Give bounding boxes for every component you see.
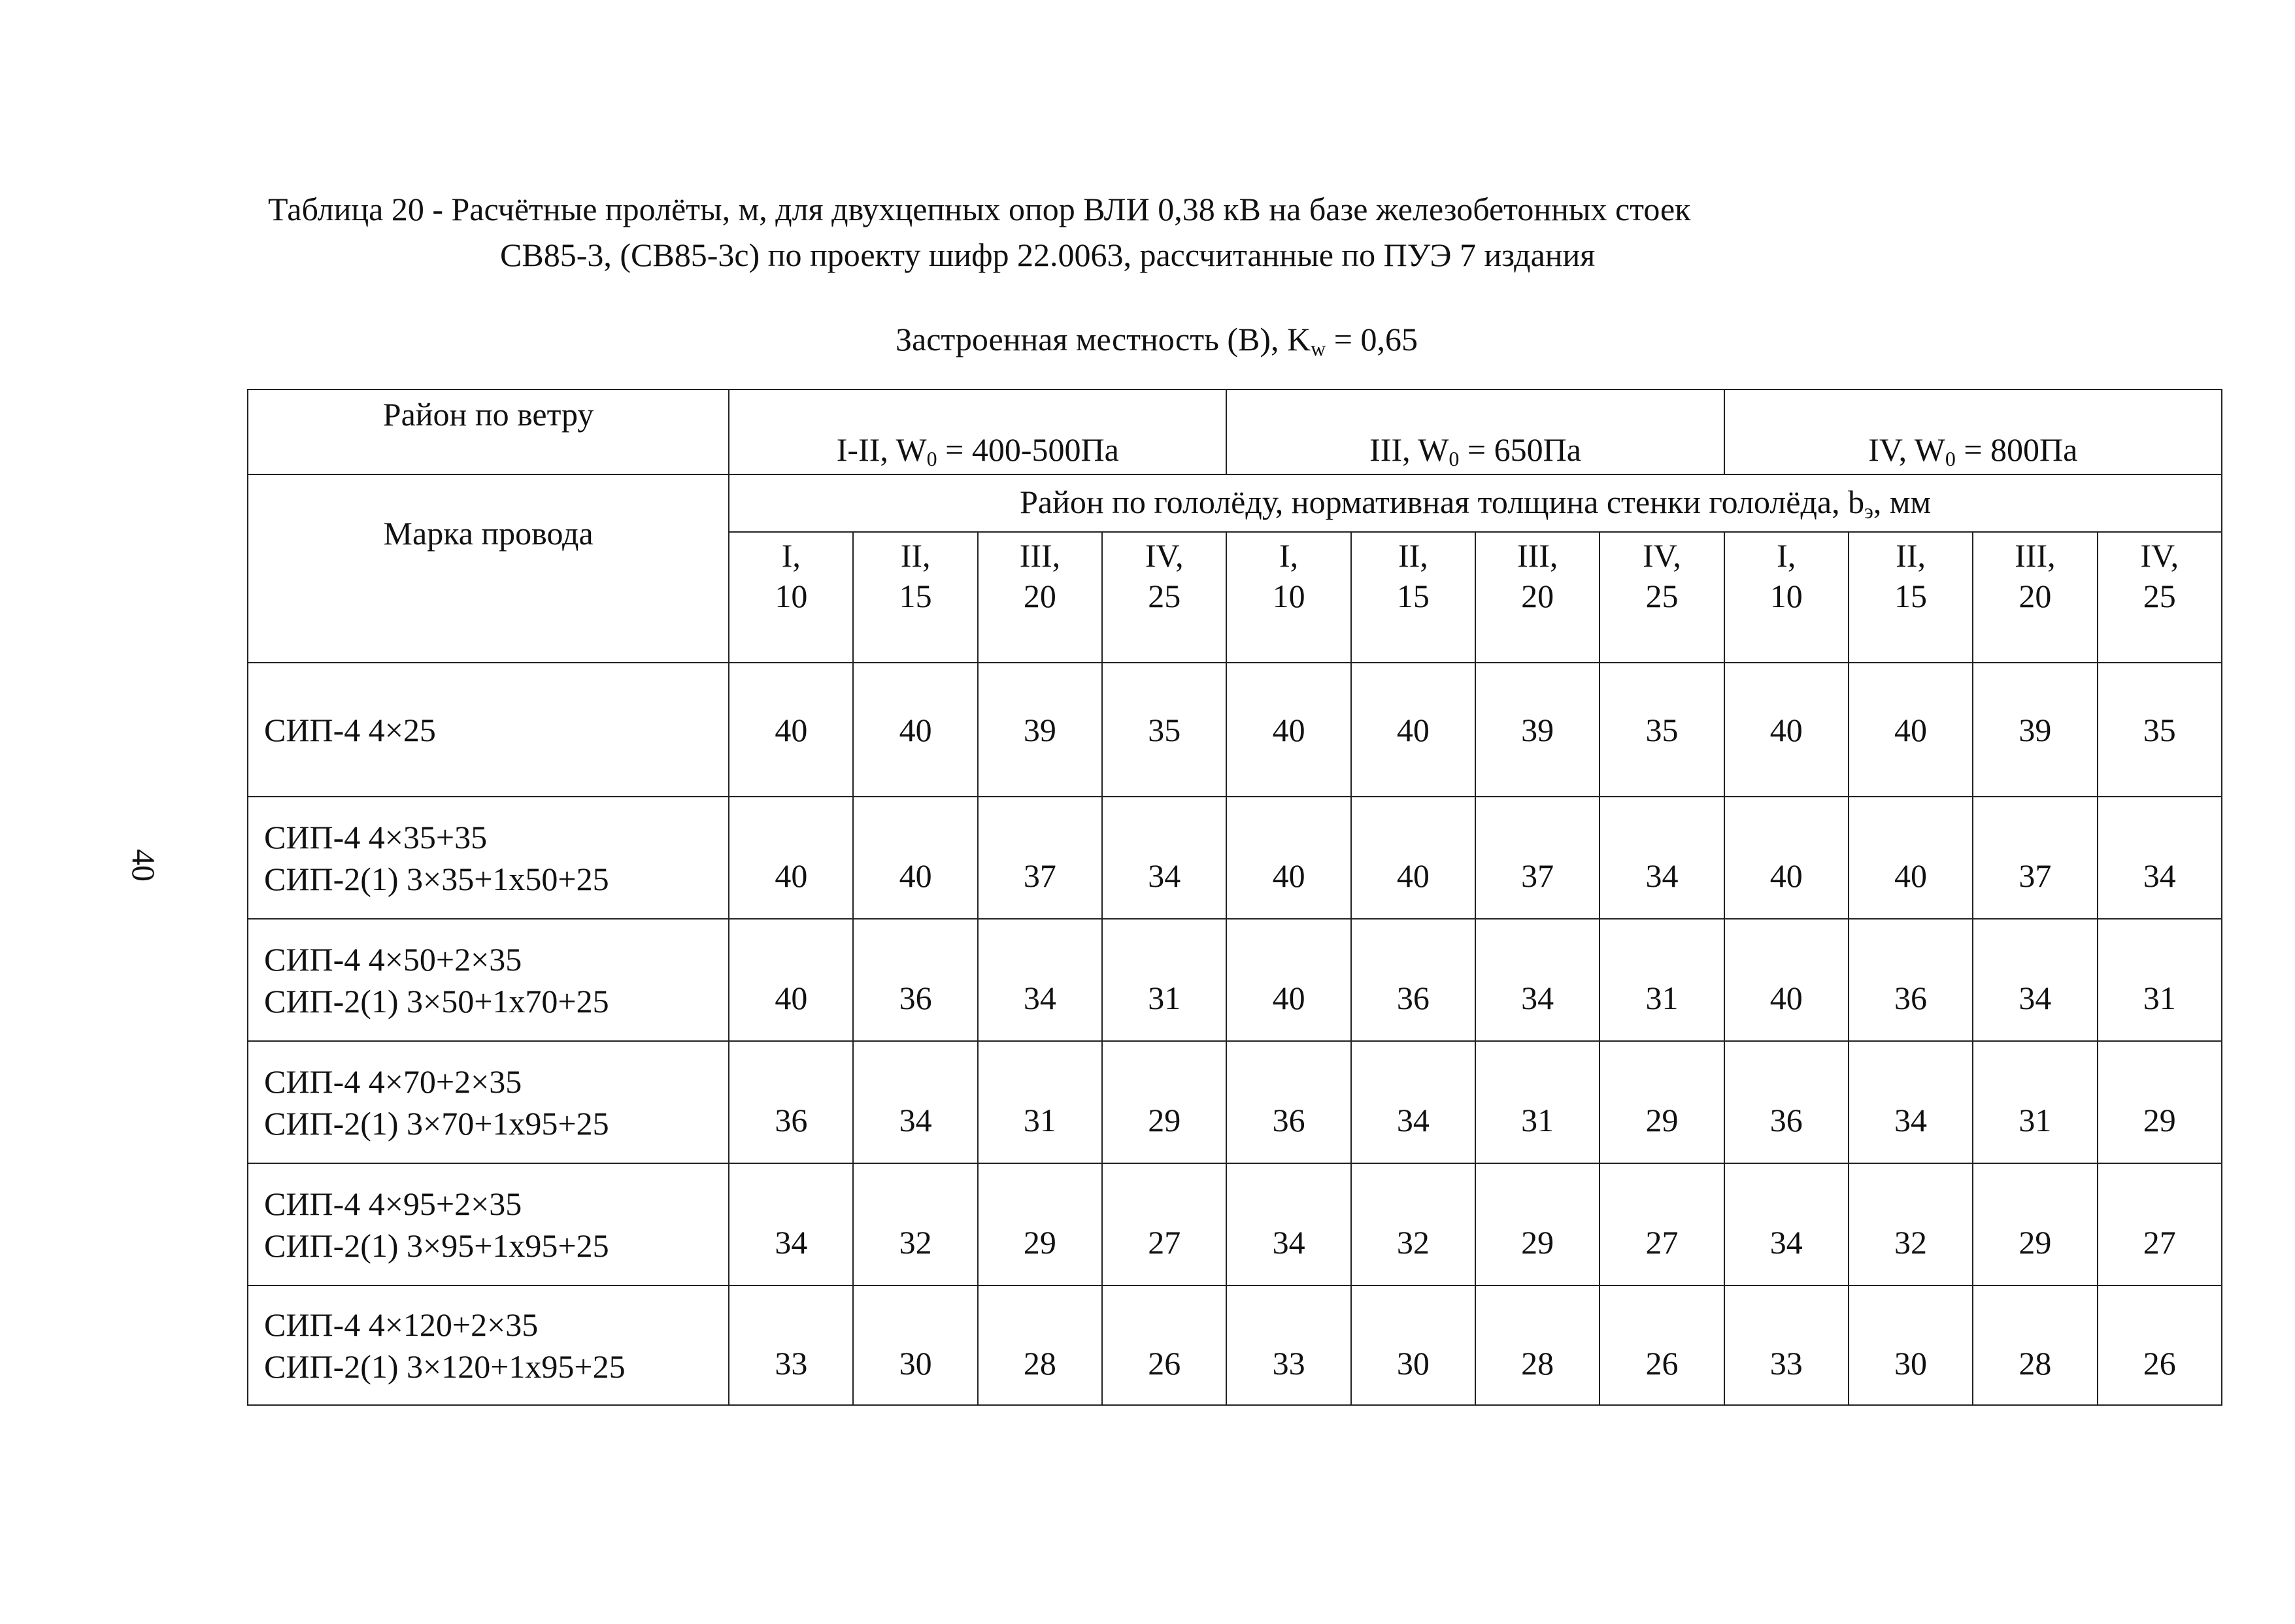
ice-zone-header-w3-i4: [2098, 532, 2222, 663]
wind-zone-2-suffix: = 650Па: [1459, 431, 1581, 468]
wire-brand-line-1: СИП-4 4×70+2×35: [264, 1063, 522, 1100]
wind-zone-1-suffix: = 400-500Па: [937, 431, 1119, 468]
span-value-cell: 32: [853, 1163, 977, 1285]
ice-zone-thickness: 25: [1148, 578, 1181, 614]
spans-table: [247, 389, 2222, 1406]
span-value-cell: 40: [1226, 919, 1350, 1041]
span-value-cell: 36: [729, 1041, 853, 1163]
wind-zone-1-sub: 0: [926, 447, 937, 471]
ice-zone-thickness: 20: [1023, 578, 1056, 614]
span-value-cell: 27: [2098, 1163, 2222, 1285]
caption-line-1: Таблица 20 - Расчётные пролёты, м, для двухцепных опор ВЛИ 0,38 кВ на базе железобетонных стоек: [268, 191, 1691, 227]
ice-zone-label-sub: э: [1864, 499, 1873, 523]
ice-zone-name: II,: [1896, 537, 1926, 574]
ice-zone-label-unit: , мм: [1873, 484, 1932, 520]
span-value-cell: 34: [853, 1041, 977, 1163]
span-value-cell: 40: [1724, 919, 1849, 1041]
span-value-cell: 29: [2098, 1041, 2222, 1163]
ice-zone-name: IV,: [1643, 537, 1681, 574]
ice-zone-name: III,: [1019, 537, 1061, 574]
wind-zone-1: [729, 389, 1226, 474]
ice-zone-header-w1-i4: [1102, 532, 1226, 663]
span-value-cell: 29: [1600, 1041, 1724, 1163]
span-value-cell: 29: [1102, 1041, 1226, 1163]
terrain-subscript: w: [1311, 337, 1326, 360]
span-value-cell: 36: [1226, 1041, 1350, 1163]
span-value-cell: 31: [1102, 919, 1226, 1041]
wind-zone-3-prefix: IV, W: [1868, 431, 1945, 468]
span-value-cell: 39: [1475, 663, 1600, 797]
wind-zone-3-sub: 0: [1945, 447, 1956, 471]
header-row-ice: [248, 474, 2222, 532]
wind-zone-2-prefix: III, W: [1369, 431, 1449, 468]
ice-zone-name: I,: [1777, 537, 1796, 574]
ice-zone-header-w3-i3: [1973, 532, 2097, 663]
span-value-cell: 30: [1351, 1285, 1475, 1405]
ice-zone-label-text: Район по гололёду, нормативная толщина стенки гололёда, b: [1020, 484, 1865, 520]
wind-zone-2-sub: 0: [1449, 447, 1460, 471]
ice-zone-thickness: 10: [1769, 578, 1803, 614]
header-row-wind: [248, 389, 2222, 474]
span-value-cell: 39: [1973, 663, 2097, 797]
span-value-cell: 36: [1351, 919, 1475, 1041]
span-value-cell: 30: [1849, 1285, 1973, 1405]
ice-zone-thickness: 10: [775, 578, 808, 614]
span-value-cell: 40: [1226, 663, 1350, 797]
caption-line-2: СВ85-3, (СВ85-3с) по проекту шифр 22.0063, рассчитанные по ПУЭ 7 издания: [500, 237, 1596, 273]
ice-zone-name: III,: [2015, 537, 2056, 574]
ice-zone-name: IV,: [1145, 537, 1184, 574]
ice-zone-name: I,: [781, 537, 801, 574]
page-number: 40: [126, 849, 162, 882]
span-value-cell: 37: [1973, 797, 2097, 919]
span-value-cell: 28: [1475, 1285, 1600, 1405]
span-value-cell: 27: [1600, 1163, 1724, 1285]
table-caption: [268, 186, 1690, 278]
wind-zone-3-suffix: = 800Па: [1955, 431, 2078, 468]
ice-zone-header-w3-i2: [1849, 532, 1973, 663]
ice-zone-name: II,: [1398, 537, 1428, 574]
span-value-cell: 31: [978, 1041, 1102, 1163]
ice-zone-name: II,: [900, 537, 931, 574]
span-value-cell: 29: [978, 1163, 1102, 1285]
span-value-cell: 34: [1973, 919, 2097, 1041]
span-value-cell: 32: [1849, 1163, 1973, 1285]
span-value-cell: 40: [1351, 797, 1475, 919]
ice-zone-header-w2-i1: [1226, 532, 1350, 663]
span-value-cell: 40: [729, 919, 853, 1041]
wire-brand-line-2: СИП-2(1) 3×35+1х50+25: [264, 860, 609, 897]
table-row: [248, 1041, 2222, 1163]
wire-brand-line-1: СИП-4 4×120+2×35: [264, 1306, 539, 1343]
span-value-cell: 35: [2098, 663, 2222, 797]
wire-brand-line-1: СИП-4 4×35+35: [264, 818, 488, 855]
span-value-cell: 40: [1849, 663, 1973, 797]
span-value-cell: 34: [729, 1163, 853, 1285]
span-value-cell: 32: [1351, 1163, 1475, 1285]
span-value-cell: 27: [1102, 1163, 1226, 1285]
span-value-cell: 26: [1102, 1285, 1226, 1405]
ice-zone-header-w1-i3: [978, 532, 1102, 663]
span-value-cell: 40: [853, 797, 977, 919]
span-value-cell: 39: [978, 663, 1102, 797]
span-value-cell: 30: [853, 1285, 977, 1405]
wire-brand-cell: [248, 1163, 729, 1285]
ice-zone-thickness: 20: [2019, 578, 2052, 614]
ice-zone-thickness: 25: [2143, 578, 2176, 614]
wire-brand-line-2: СИП-2(1) 3×95+1х95+25: [264, 1227, 609, 1264]
wind-zone-3: [1724, 389, 2222, 474]
wire-brand-line-2: СИП-2(1) 3×50+1х70+25: [264, 982, 609, 1019]
wire-brand-cell: [248, 663, 729, 797]
span-value-cell: 34: [1226, 1163, 1350, 1285]
ice-zone-header-w3-i1: [1724, 532, 1849, 663]
span-value-cell: 28: [1973, 1285, 2097, 1405]
ice-zone-header-w1-i1: [729, 532, 853, 663]
ice-zone-thickness: 20: [1521, 578, 1554, 614]
span-value-cell: 37: [1475, 797, 1600, 919]
table-row: [248, 1285, 2222, 1405]
ice-zone-thickness: 15: [1894, 578, 1928, 614]
span-value-cell: 34: [2098, 797, 2222, 919]
ice-zone-name: I,: [1279, 537, 1299, 574]
wire-brand-cell: [248, 919, 729, 1041]
span-value-cell: 31: [2098, 919, 2222, 1041]
ice-zone-name: IV,: [2140, 537, 2179, 574]
span-value-cell: 26: [1600, 1285, 1724, 1405]
span-value-cell: 40: [1849, 797, 1973, 919]
span-value-cell: 26: [2098, 1285, 2222, 1405]
span-value-cell: 33: [729, 1285, 853, 1405]
terrain-value: = 0,65: [1326, 321, 1418, 357]
table-row: [248, 1163, 2222, 1285]
ice-zone-header-w2-i3: [1475, 532, 1600, 663]
span-value-cell: 33: [1724, 1285, 1849, 1405]
span-value-cell: 40: [1226, 797, 1350, 919]
span-value-cell: 40: [1724, 797, 1849, 919]
wire-brand-cell: [248, 1041, 729, 1163]
wire-brand-line-1: СИП-4 4×50+2×35: [264, 940, 522, 978]
wire-brand-line-2: СИП-2(1) 3×70+1х95+25: [264, 1104, 609, 1142]
ice-zone-label: [729, 474, 2222, 532]
wire-brand-line-1: СИП-4 4×25: [264, 711, 436, 748]
wind-zone-1-prefix: I-II, W: [836, 431, 927, 468]
span-value-cell: 34: [1600, 797, 1724, 919]
span-value-cell: 34: [1351, 1041, 1475, 1163]
wire-brand-cell: [248, 1285, 729, 1405]
span-value-cell: 40: [1724, 663, 1849, 797]
wire-brand-cell: [248, 797, 729, 919]
ice-zone-thickness: 15: [1396, 578, 1430, 614]
span-value-cell: 36: [1724, 1041, 1849, 1163]
ice-zone-header-w2-i4: [1600, 532, 1724, 663]
span-value-cell: 37: [978, 797, 1102, 919]
ice-zone-header-w1-i2: [853, 532, 977, 663]
wind-zone-2: [1226, 389, 1724, 474]
span-value-cell: 36: [1849, 919, 1973, 1041]
span-value-cell: 34: [978, 919, 1102, 1041]
table-row: [248, 797, 2222, 919]
span-value-cell: 31: [1475, 1041, 1600, 1163]
table-row: [248, 919, 2222, 1041]
span-value-cell: 35: [1102, 663, 1226, 797]
wire-brand-line-2: СИП-2(1) 3×120+1х95+25: [264, 1348, 626, 1385]
span-value-cell: 40: [729, 797, 853, 919]
span-value-cell: 31: [1973, 1041, 2097, 1163]
terrain-subtitle: [896, 320, 1418, 361]
wind-zone-label: Район по ветру: [248, 389, 729, 474]
span-value-cell: 28: [978, 1285, 1102, 1405]
ice-zone-thickness: 10: [1272, 578, 1305, 614]
span-value-cell: 34: [1849, 1041, 1973, 1163]
wire-brand-line-1: СИП-4 4×95+2×35: [264, 1185, 522, 1222]
span-value-cell: 36: [853, 919, 977, 1041]
span-value-cell: 35: [1600, 663, 1724, 797]
ice-zone-header-w2-i2: [1351, 532, 1475, 663]
ice-zone-thickness: 15: [899, 578, 932, 614]
table-row: [248, 663, 2222, 797]
span-value-cell: 34: [1724, 1163, 1849, 1285]
span-value-cell: 40: [729, 663, 853, 797]
span-value-cell: 31: [1600, 919, 1724, 1041]
span-value-cell: 40: [853, 663, 977, 797]
ice-zone-thickness: 25: [1645, 578, 1679, 614]
span-value-cell: 29: [1973, 1163, 2097, 1285]
span-value-cell: 33: [1226, 1285, 1350, 1405]
span-value-cell: 34: [1102, 797, 1226, 919]
span-value-cell: 29: [1475, 1163, 1600, 1285]
ice-zone-name: III,: [1516, 537, 1558, 574]
span-value-cell: 40: [1351, 663, 1475, 797]
terrain-text: Застроенная местность (В), K: [896, 321, 1311, 357]
wire-brand-label: Марка провода: [248, 474, 729, 663]
span-value-cell: 34: [1475, 919, 1600, 1041]
